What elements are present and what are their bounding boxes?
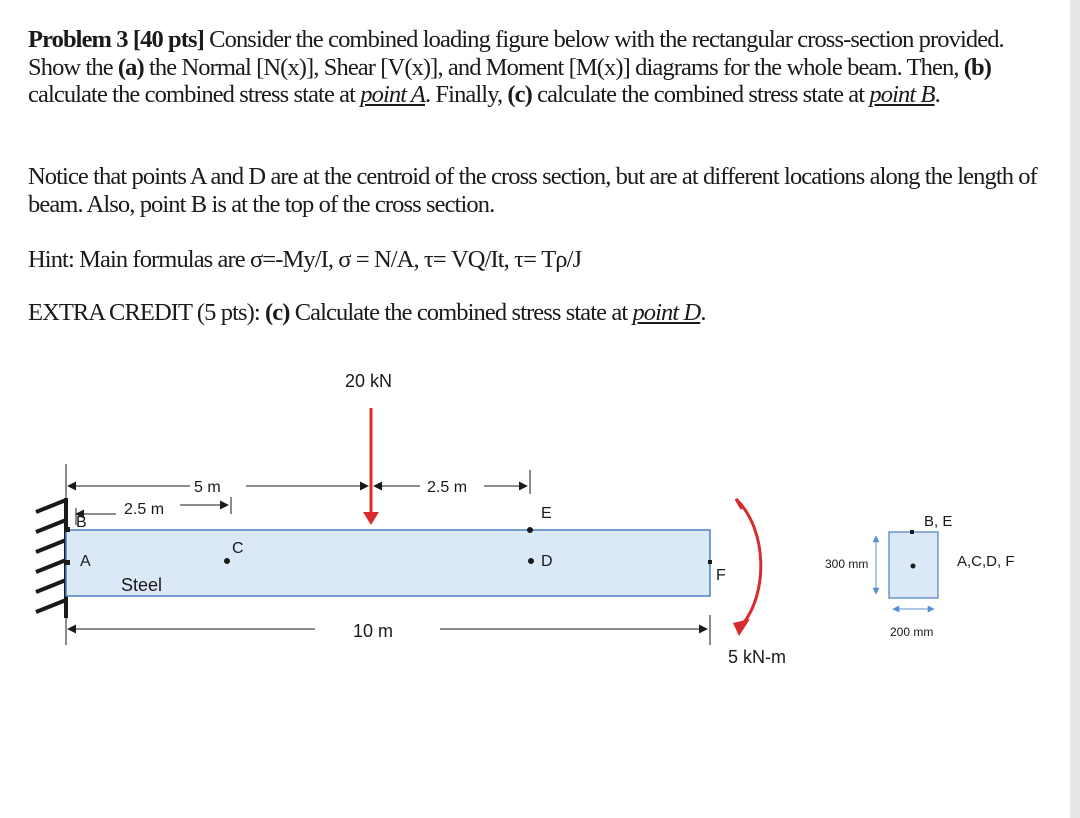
point-b-label: B [76, 514, 87, 531]
dim-10m-label: 10 m [353, 621, 394, 641]
point-e-dot [527, 527, 533, 533]
fixed-support [36, 498, 66, 618]
point-b-dot [65, 527, 70, 532]
load-label: 20 kN [345, 371, 393, 391]
point-d-ref: point D [632, 299, 701, 326]
extra-credit-text: Calculate the combined stress state at [289, 299, 633, 326]
point-b-ref: point B [869, 81, 935, 108]
point-a-label: A [80, 553, 91, 570]
beam-body [66, 530, 710, 596]
problem-text-6: . [934, 81, 940, 108]
point-f-dot [708, 560, 712, 564]
point-c-label: C [232, 540, 244, 557]
hint-paragraph: Hint: Main formulas are σ=-My/I, σ = N/A, τ= VQ/It, τ= Tρ/J [28, 246, 582, 273]
problem-text-1: Consider the combined loading figure below with the rectangular cross-section provided. Show the [28, 26, 1004, 81]
moment-label: 5 kN-m [728, 647, 786, 667]
problem-heading: Problem 3 [40 pts] [28, 26, 204, 53]
point-c-dot [224, 558, 230, 564]
point-a-ref: point A [360, 81, 425, 108]
extra-credit-part-label: (c) [265, 299, 290, 326]
notice-paragraph: Notice that points A and D are at the centroid of the cross section, but are at different locations along the length of beam. Also, point B is at the top of the cross section. [28, 163, 1037, 218]
point-d-dot [528, 558, 534, 564]
problem-text-2: the Normal [N(x)], Shear [V(x)], and Moment [M(x)] diagrams for the whole beam. Then, [143, 53, 964, 81]
dim-5m-label: 5 m [194, 479, 221, 496]
point-a-dot [65, 560, 70, 565]
extra-credit-end: . [700, 299, 706, 326]
point-d-label: D [541, 553, 553, 570]
dim-2-5m-right-label: 2.5 m [427, 479, 468, 496]
material-label: Steel [121, 575, 163, 595]
extra-credit-prefix: EXTRA CREDIT (5 pts): [28, 299, 265, 326]
dim-2-5m-left-label: 2.5 m [124, 501, 165, 518]
cross-section-top-dot [910, 530, 914, 534]
moment-arrow-head [733, 619, 750, 636]
point-f-label: F [716, 567, 726, 584]
xs-height-label: 300 mm [825, 557, 869, 571]
problem-text-5: calculate the combined stress state at [531, 81, 870, 108]
cross-section-center-label: A,C,D, F [957, 553, 1015, 570]
problem-text-3: calculate the combined stress state at [28, 81, 361, 108]
xs-width-label: 200 mm [890, 625, 934, 639]
point-e-label: E [541, 505, 552, 522]
part-a-label: (a) [117, 53, 144, 81]
cross-section-centroid-dot [911, 564, 916, 569]
problem-text-4: . Finally, [424, 81, 508, 108]
part-c-label: (c) [507, 81, 532, 108]
moment-arc [736, 499, 761, 625]
cross-section-top-label: B, E [924, 513, 953, 530]
load-arrow-head [363, 512, 379, 525]
part-b-label: (b) [963, 53, 992, 81]
